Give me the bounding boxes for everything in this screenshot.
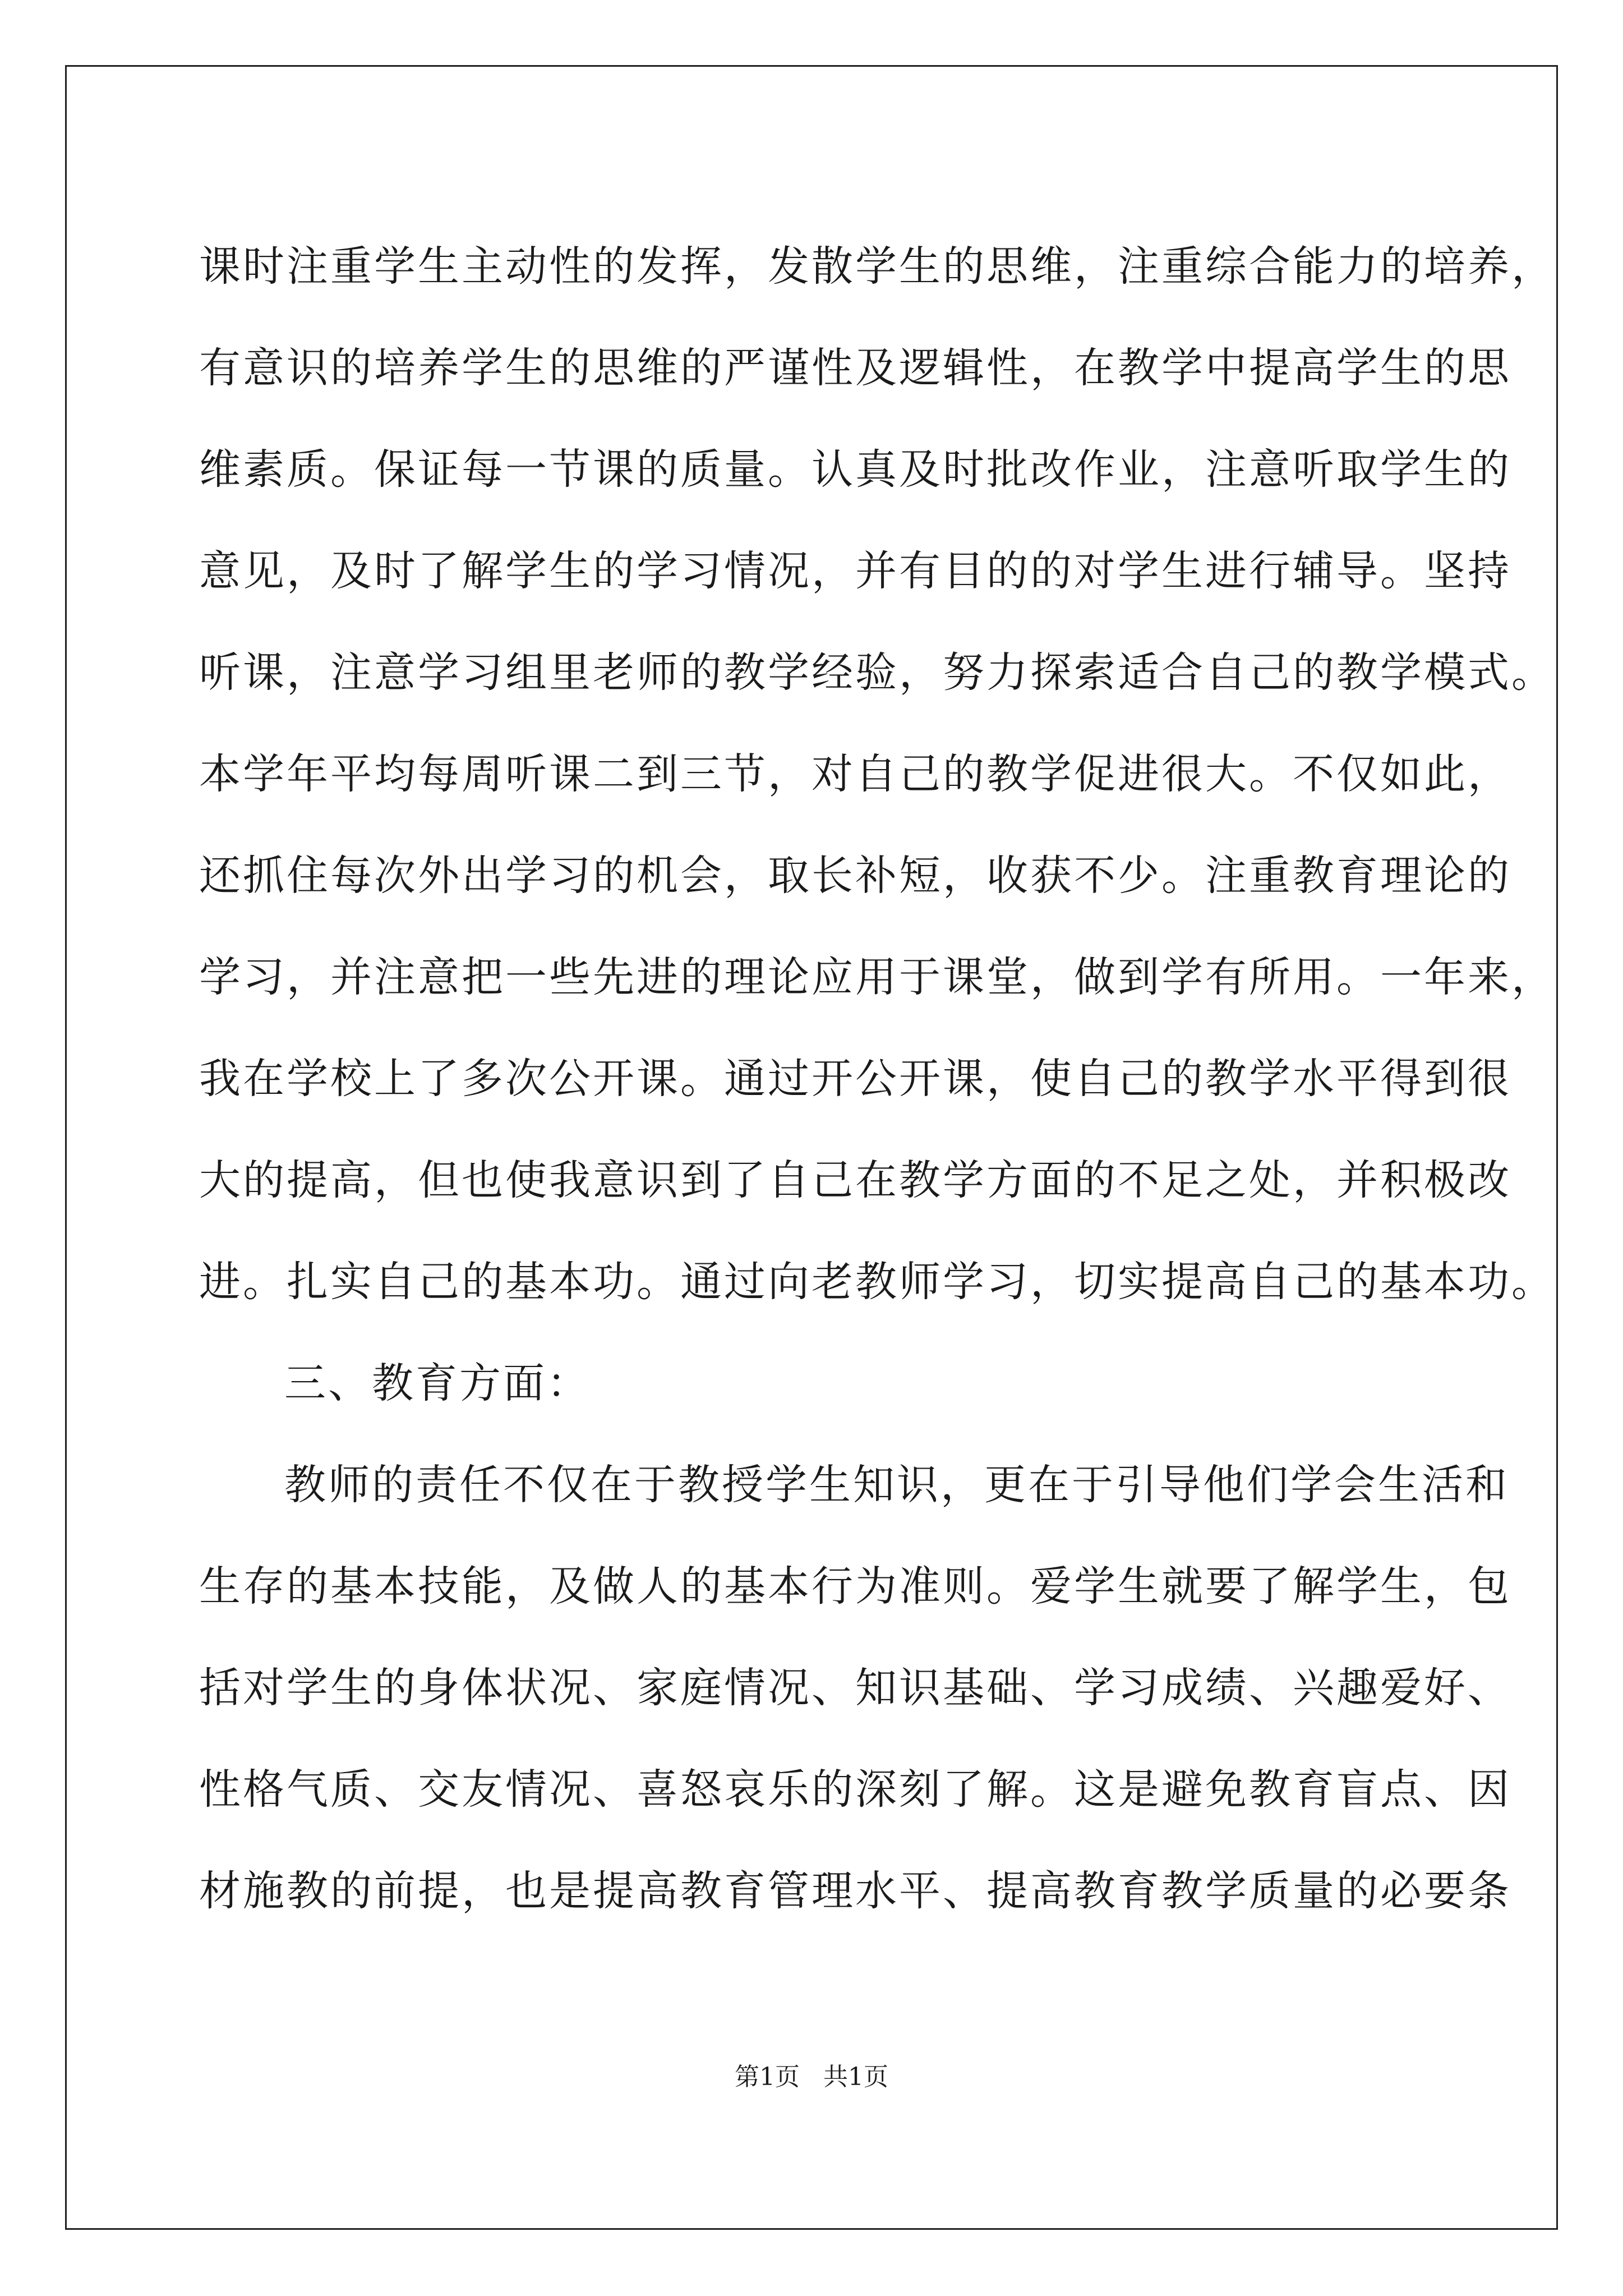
text-line: 材施教的前提，也是提高教育管理水平、提高教育教学质量的必要条 — [199, 1867, 1511, 1915]
text-line: 还抓住每次外出学习的机会，取长补短，收获不少。注重教育理论的 — [199, 852, 1511, 900]
text-line: 课时注重学生主动性的发挥，发散学生的思维，注重综合能力的培养， — [199, 242, 1555, 291]
text-line: 进。扎实自己的基本功。通过向老教师学习，切实提高自己的基本功。 — [199, 1258, 1555, 1306]
document-body — [199, 216, 1555, 1942]
text-line: 有意识的培养学生的思维的严谨性及逻辑性，在教学中提高学生的思 — [199, 344, 1511, 392]
text-line: 维素质。保证每一节课的质量。认真及时批改作业，注意听取学生的 — [199, 445, 1511, 494]
text-line: 生存的基本技能，及做人的基本行为准则。爱学生就要了解学生，包 — [199, 1562, 1511, 1611]
page-number: 第1页 — [735, 2063, 800, 2091]
text-line: 意见，及时了解学生的学习情况，并有目的的对学生进行辅导。坚持 — [199, 547, 1511, 595]
page-total: 共1页 — [823, 2063, 888, 2091]
text-line: 学习，并注意把一些先进的理论应用于课堂，做到学有所用。一年来， — [199, 953, 1555, 1001]
text-line: 我在学校上了多次公开课。通过开公开课，使自己的教学水平得到很 — [199, 1055, 1511, 1103]
text-line: 大的提高，但也使我意识到了自己在教学方面的不足之处，并积极改 — [199, 1156, 1511, 1204]
page-footer — [0, 2060, 1623, 2094]
text-line: 性格气质、交友情况、喜怒哀乐的深刻了解。这是避免教育盲点、因 — [199, 1765, 1511, 1814]
text-line: 本学年平均每周听课二到三节，对自己的教学促进很大。不仅如此， — [199, 750, 1511, 798]
text-line: 听课，注意学习组里老师的教学经验，努力探索适合自己的教学模式。 — [199, 648, 1555, 697]
paragraph-first-line: 教师的责任不仅在于教授学生知识，更在于引导他们学会生活和 — [284, 1461, 1509, 1509]
text-line: 括对学生的身体状况、家庭情况、知识基础、学习成绩、兴趣爱好、 — [199, 1664, 1511, 1712]
section-heading: 三、教育方面： — [284, 1359, 591, 1407]
